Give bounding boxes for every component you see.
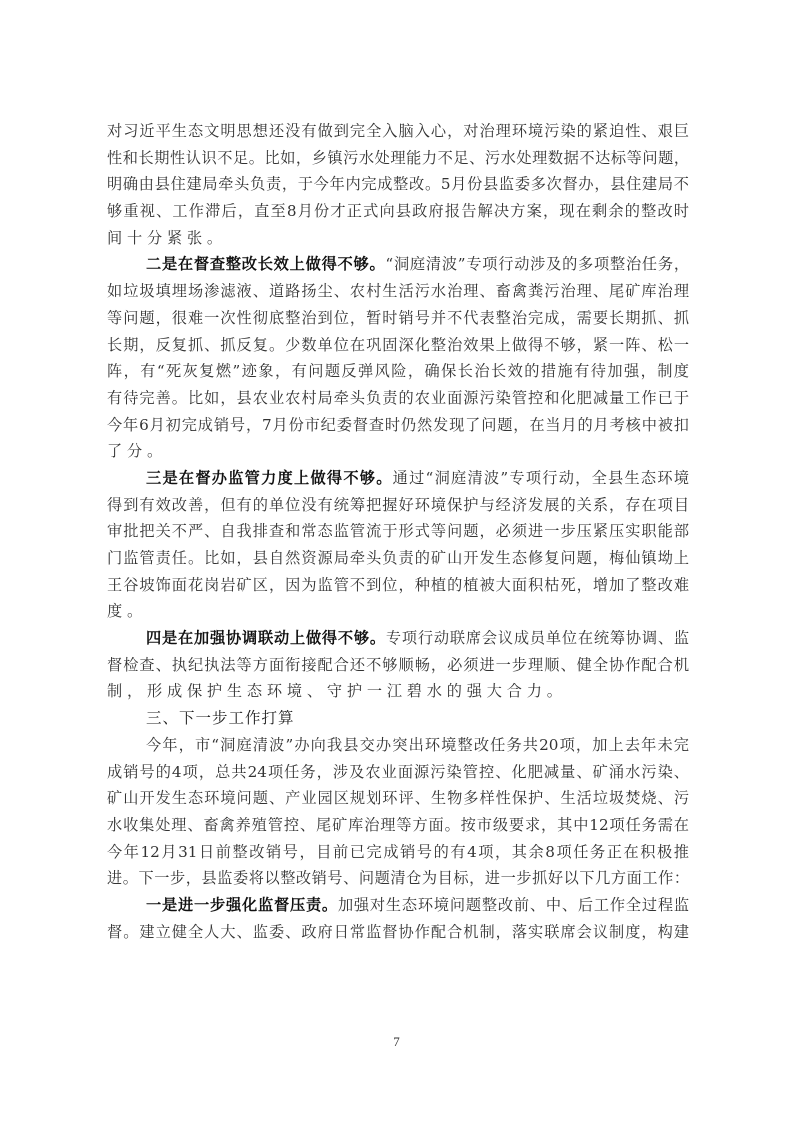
text-line: 制，形成保护生态环境、守护一江碧水的强大合力。 <box>107 682 567 701</box>
text-line: 够重视、工作滞后，直至8月份才正式向县政府报告解决方案，现在剩余的整改时 <box>107 202 689 221</box>
paragraph-lead-bold: 二是在督查整改长效上做得不够。 <box>146 255 386 274</box>
document-body <box>107 118 689 945</box>
paragraph-text: 通过“洞庭清波”专项行动，全县生态环境 <box>392 468 690 487</box>
paragraph-first-line <box>107 625 689 652</box>
paragraph-text: 加强对生态环境问题整改前、中、后工作全过程监 <box>337 895 690 914</box>
paragraph-lead-bold: 四是在加强协调联动上做得不够。 <box>146 629 386 648</box>
text-line: 如垃圾填埋场渗滤液、道路扬尘、农村生活污水治理、畜禽粪污治理、尾矿库治理 <box>107 282 689 301</box>
text-line: 矿山开发生态环境问题、产业园区规划环评、生物多样性保护、生活垃圾焚烧、污 <box>107 789 689 808</box>
text-line: 进。下一步，县监委将以整改销号、问题清仓为目标，进一步抓好以下几方面工作： <box>107 869 689 888</box>
text-line: 间十分紧张。 <box>107 228 227 247</box>
text-line: 有待完善。比如，县农业农村局牵头负责的农业面源污染管控和化肥减量工作已于 <box>107 388 689 407</box>
text-line: 今年12月31日前整改销号，目前已完成销号的有4项，其余8项任务正在积极推 <box>107 842 689 861</box>
text-line: 性和长期性认识不足。比如，乡镇污水处理能力不足、污水处理数据不达标等问题， <box>107 148 689 167</box>
page-number: 7 <box>393 1034 400 1049</box>
text-line: 今年6月初完成销号，7月份市纪委督查时仍然发现了问题，在当月的月考核中被扣 <box>107 415 689 434</box>
paragraph-text: 专项行动联席会议成员单位在统筹协调、监 <box>385 629 690 648</box>
text-line: 水收集处理、畜禽养殖管控、尾矿库治理等方面。按市级要求，其中12项任务需在 <box>107 815 689 834</box>
text-line: 等问题，很难一次性彻底整治到位，暂时销号并不代表整治完成，需要长期抓、抓 <box>107 308 689 327</box>
text-line: 督检查、执纪执法等方面衔接配合还不够顺畅，必须进一步理顺、健全协作配合机 <box>107 655 689 674</box>
text-line: 了分。 <box>107 442 167 461</box>
paragraph-first-line <box>107 465 689 492</box>
paragraph-first-line: 今年，市“洞庭清波”办向我县交办突出环境整改任务共20项，加上去年未完 <box>146 735 689 754</box>
text-line: 门监管责任。比如，县自然资源局牵头负责的矿山开发生态修复问题，梅仙镇坳上 <box>107 549 689 567</box>
text-line: 长期，反复抓、抓反复。少数单位在巩固深化整治效果上做得不够，紧一阵、松一 <box>107 335 689 354</box>
text-line: 王谷坡饰面花岗岩矿区，因为监管不到位，种植的植被大面积枯死，增加了整改难 <box>107 575 689 594</box>
paragraph-first-line <box>107 892 689 919</box>
text-line: 督。建立健全人大、监委、政府日常监督协作配合机制，落实联席会议制度，构建 <box>107 922 689 941</box>
paragraph-lead-bold: 三是在督办监管力度上做得不够。 <box>146 468 393 487</box>
paragraph-first-line <box>107 251 689 278</box>
paragraph-lead-bold: 一是进一步强化监督压责。 <box>146 895 338 914</box>
section-heading: 三、下一步工作打算 <box>146 709 295 728</box>
text-line: 明确由县住建局牵头负责，于今年内完成整改。5月份县监委多次督办，县住建局不 <box>107 175 689 194</box>
paragraph-text: “洞庭清波”专项行动涉及的多项整治任务， <box>385 255 690 274</box>
text-line: 对习近平生态文明思想还没有做到完全入脑入心，对治理环境污染的紧迫性、艰巨 <box>107 122 689 140</box>
text-line: 度。 <box>107 602 147 621</box>
text-line: 审批把关不严、自我排查和常态监管流于形式等问题，必须进一步压紧压实职能部 <box>107 522 689 541</box>
text-line: 阵，有“死灰复燃”迹象，有问题反弹风险，确保长治长效的措施有待加强，制度 <box>107 362 689 381</box>
text-line: 成销号的4项，总共24项任务，涉及农业面源污染管控、化肥减量、矿涌水污染、 <box>107 762 689 781</box>
text-line: 得到有效改善，但有的单位没有统筹把握好环境保护与经济发展的关系，存在项目 <box>107 495 689 514</box>
